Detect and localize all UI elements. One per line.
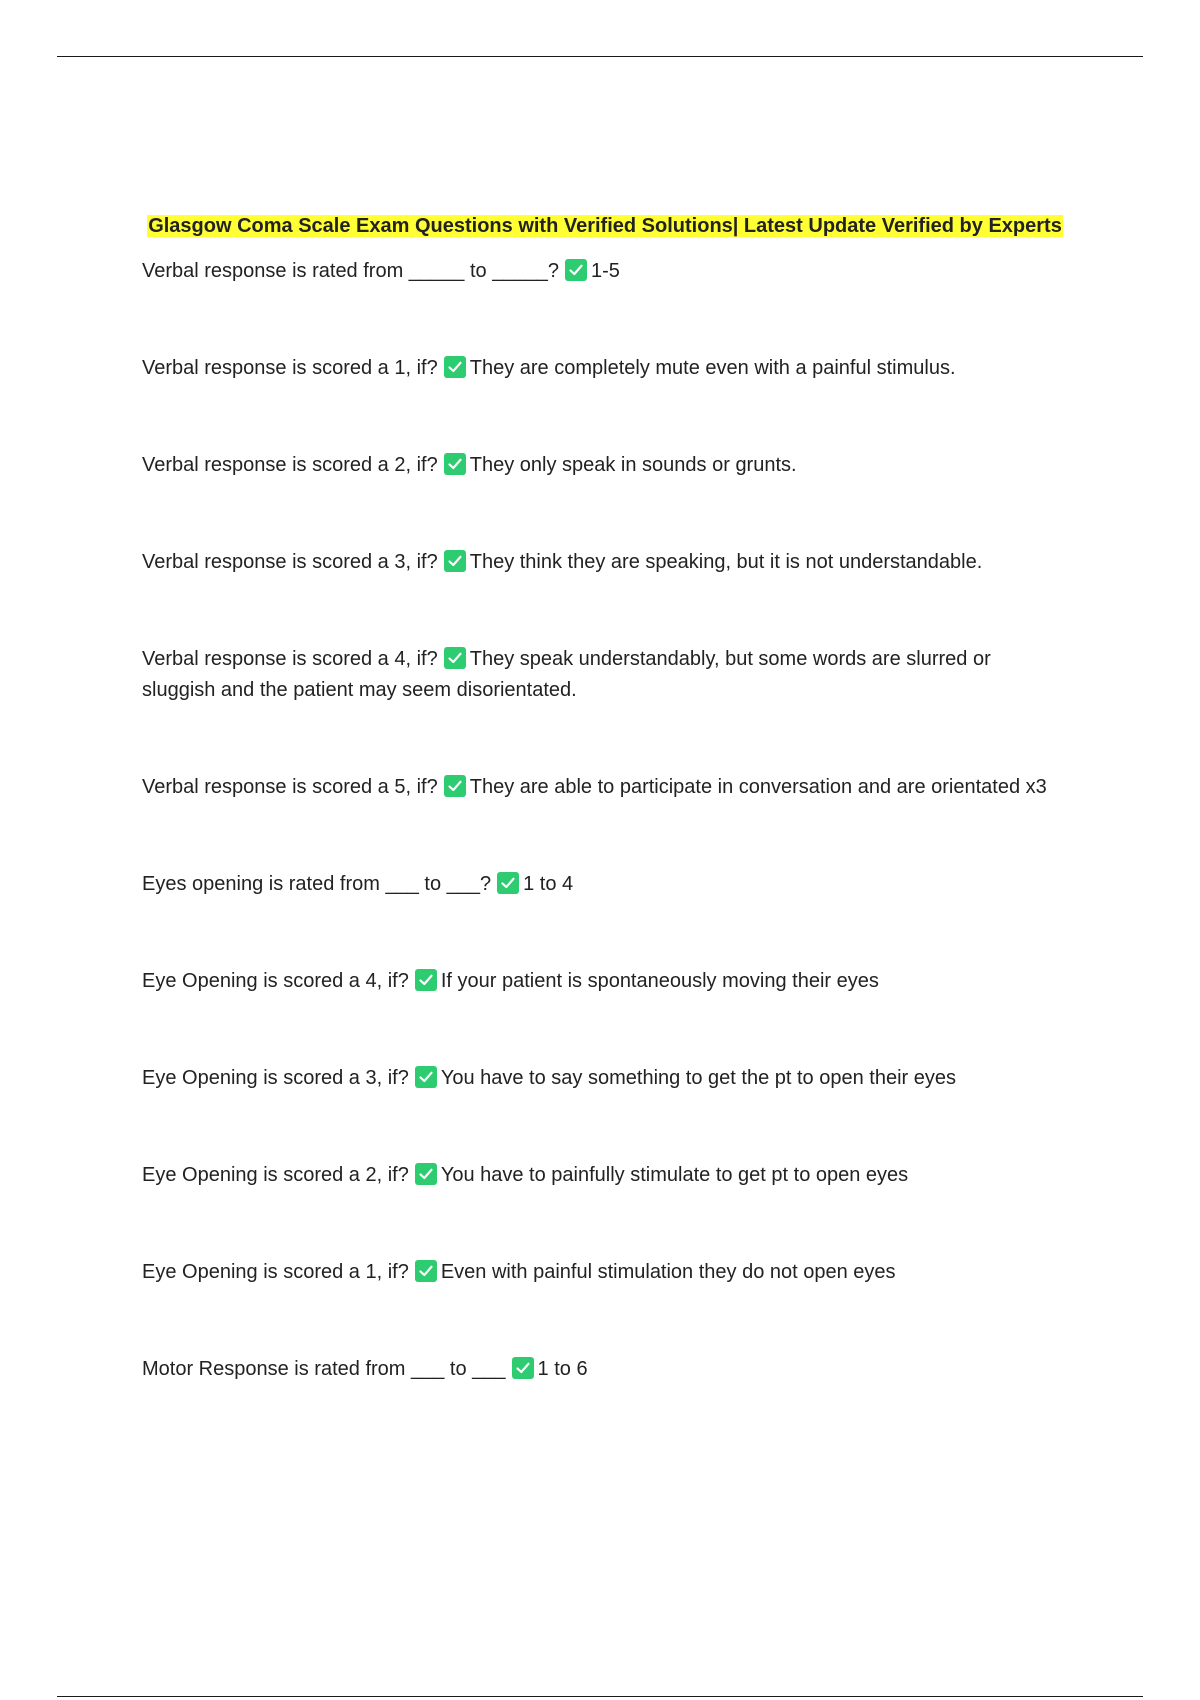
qa-item: [142, 1354, 1068, 1385]
qa-item: [142, 1063, 1068, 1094]
check-mark-icon: [444, 647, 466, 669]
qa-item: [142, 644, 1068, 706]
question-text: Eye Opening is scored a 1, if?: [142, 1261, 409, 1283]
question-text: Verbal response is scored a 4, if?: [142, 648, 438, 670]
check-mark-icon: [444, 550, 466, 572]
qa-item: [142, 547, 1068, 578]
qa-item: [142, 450, 1068, 481]
qa-item: [142, 966, 1068, 997]
check-mark-icon: [497, 872, 519, 894]
check-mark-icon: [415, 1260, 437, 1282]
answer-text: They speak understandably, but some words are slurred or sluggish and the patient may seem disorientated.: [142, 648, 991, 701]
question-text: Eye Opening is scored a 2, if?: [142, 1164, 409, 1186]
answer-text: You have to say something to get the pt to open their eyes: [440, 1067, 956, 1089]
check-mark-icon: [415, 1163, 437, 1185]
question-text: Verbal response is scored a 3, if?: [142, 551, 438, 573]
answer-text: 1-5: [590, 260, 620, 282]
check-mark-icon: [415, 969, 437, 991]
answer-text: 1 to 6: [537, 1358, 588, 1380]
header-rule: [57, 56, 1143, 57]
check-mark-icon: [565, 259, 587, 281]
qa-item: [142, 869, 1068, 900]
answer-text: They only speak in sounds or grunts.: [469, 454, 797, 476]
question-text: Verbal response is scored a 1, if?: [142, 357, 438, 379]
qa-item: [142, 353, 1068, 384]
qa-item: [142, 256, 1068, 287]
document-body: [142, 210, 1068, 1451]
answer-text: They are able to participate in conversation and are orientated x3: [469, 776, 1047, 798]
check-mark-icon: [512, 1357, 534, 1379]
answer-text: They think they are speaking, but it is not understandable.: [469, 551, 983, 573]
check-mark-icon: [444, 356, 466, 378]
question-text: Eye Opening is scored a 3, if?: [142, 1067, 409, 1089]
question-text: Verbal response is scored a 5, if?: [142, 776, 438, 798]
qa-item: [142, 1160, 1068, 1191]
question-text: Verbal response is scored a 2, if?: [142, 454, 438, 476]
qa-item: [142, 1257, 1068, 1288]
answer-text: Even with painful stimulation they do not open eyes: [440, 1261, 896, 1283]
footer-rule: [57, 1696, 1143, 1697]
question-text: Verbal response is rated from _____ to _____?: [142, 260, 559, 282]
answer-text: You have to painfully stimulate to get pt to open eyes: [440, 1164, 909, 1186]
check-mark-icon: [444, 453, 466, 475]
check-mark-icon: [444, 775, 466, 797]
check-mark-icon: [415, 1066, 437, 1088]
document-title-text: Glasgow Coma Scale Exam Questions with Verified Solutions| Latest Update Verified by Experts: [148, 215, 1062, 237]
question-text: Motor Response is rated from ___ to ___: [142, 1358, 506, 1380]
answer-text: If your patient is spontaneously moving their eyes: [440, 970, 879, 992]
question-text: Eyes opening is rated from ___ to ___?: [142, 873, 492, 895]
question-text: Eye Opening is scored a 4, if?: [142, 970, 409, 992]
qa-list: [142, 256, 1068, 1385]
qa-item: [142, 772, 1068, 803]
answer-text: They are completely mute even with a painful stimulus.: [469, 357, 956, 379]
answer-text: 1 to 4: [523, 873, 574, 895]
document-title: [142, 210, 1068, 242]
